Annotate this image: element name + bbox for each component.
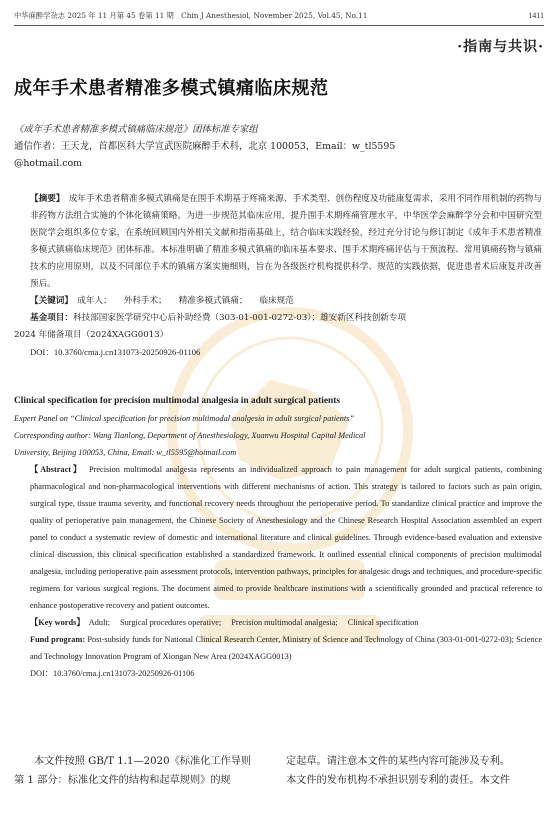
en-keyword: Surgical procedures operative (120, 618, 219, 627)
cn-keyword: 成年人 (77, 296, 104, 306)
cn-abstract (14, 191, 542, 293)
en-doi: DOI：10.3760/cma.j.cn131073-20250926-01106 (30, 669, 195, 678)
en-corresponding-text: Wang Tianlong, Department of Anesthesiology, Xuanwu Hospital Capital Medical (90, 431, 366, 440)
body-text-line: 第 1 部分：标准化文件的结构和起草规则》的规 (14, 775, 231, 786)
en-abstract (14, 461, 542, 614)
en-keyword: Adult (88, 618, 108, 627)
en-keyword: Clinical specification (347, 618, 419, 627)
en-abstract-block (14, 393, 542, 682)
en-keywords: 【Key words】 Adult; Surgical procedures operative; Precision multimodal analgesia; Clinical specification (30, 618, 419, 627)
cn-abstract-block (14, 191, 542, 361)
en-corresponding-continued: University, Beijing 100053, China, Email: w_tl5595@hotmail.com (14, 448, 237, 457)
corresponding-author-cn: 通信作者：王天龙，首都医科大学宣武医院麻醉手术科，北京 100053，Email：w_tl5595 (14, 141, 396, 152)
en-keywords-label: 【Key words】 (30, 618, 81, 627)
en-expert-panel: Expert Panel on “Clinical specification for precision multimodal analgesia in adult surgical patients” (14, 414, 354, 423)
en-fund-text: Post-subsidy funds for National Clinical Research Center, Ministry of Science and Technology of China (303-01-001-0272-03); Science and Technology Innovation Program of Xiongan New Area (2024XAGG0013) (30, 635, 543, 661)
en-fund-label: Fund program: (30, 635, 86, 644)
en-fund (14, 631, 542, 665)
cn-fund-continued: 2024 年储备项目（2024XAGG0013） (14, 330, 169, 340)
cn-keyword: 精准多模式镇痛 (178, 296, 239, 306)
header-rule (14, 25, 544, 26)
expert-group: 《成年手术患者精准多模式镇痛临床规范》团体标准专家组 (14, 124, 258, 135)
cn-fund-label: 基金项目： (30, 313, 73, 323)
cn-abstract-text: 成年手术患者精准多模式镇痛是在围手术期基于疼痛来源、手术类型、创伤程度及功能康复需求，采用不同作用机制的药物与非药物方法组合实施的个体化镇痛策略。为进一步规范其临床应用，提升围手术期疼痛管理水平，中华医学会麻醉学分会和中国研究型医院学会组织多位专家，在系统回顾国内外相关文献和指南基础上，结合临床实践经验，经过充分讨论与修订制定《成年手术患者精准多模式镇痛临床规范》团体标准。本标准明确了精准多模式镇痛的临床基本要求、围手术期疼痛评估与干预流程、常用镇痛药物与镇痛技术的应用原则，以及不同部位手术的镇痛方案实施细则，旨在为各级医疗机构提供科学、规范的实践依据，促进患者术后康复并改善预后。 (30, 194, 542, 289)
cn-doi: DOI：10.3760/cma.j.cn131073-20250926-01106 (30, 347, 201, 357)
en-abstract-text: Precision multimodal analgesia represents an individualized approach to pain management for adult surgical patients, combining pharmacological and non-pharmacological interventions with different mechanisms of action. This strategy is tailored to factors such as pain origin, surgical type, tissue trauma severity, and functional recovery needs throughout the perioperative period. To standardize clinical practice and improve the quality of perioperative pain management, the Chinese Society of Anesthesiology and the Chinese Research Hospital Association assembled an expert panel to conduct a systematic review of domestic and international literature and clinical guidelines. Through evidence-based evaluation and extensive clinical discussion, this clinical specification established a standardized framework. It outlined essential clinical components of precision multimodal analgesia, including perioperative pain assessment protocols, intervention pathways, principles for analgesic drugs and techniques, and procedure-specific regimens for various surgical regions. The document aimed to provide healthcare institutions with a scientifically grounded and practical reference to enhance postoperative recovery and patient outcomes. (30, 465, 542, 610)
en-abstract-label: 【Abstract】 (30, 465, 79, 474)
cn-author-block (14, 121, 542, 172)
cn-abstract-label: 【摘要】 (30, 194, 61, 204)
body-text-line: 本文件的发布机构不承担识别专利的责任。本文件 (286, 775, 511, 786)
page-number: 1411 (528, 11, 544, 20)
en-corresponding (14, 427, 542, 444)
article-title: 成年手术患者精准多模式镇痛临床规范 (14, 78, 329, 99)
body-column-right (286, 752, 544, 790)
body-column-left (14, 752, 272, 790)
en-corresponding-label: Corresponding author: (14, 431, 91, 440)
running-header (14, 9, 544, 23)
corresponding-email-cn: @hotmail.com (14, 158, 83, 169)
cn-keywords: 【关键词】 成年人； 外科手术； 精准多模式镇痛； 临床规范 (30, 296, 294, 306)
cn-keyword: 临床规范 (259, 296, 294, 306)
journal-citation: 中华麻醉学杂志 2025 年 11 月第 45 卷第 11 期 Chin J Anesthesiol, November 2025, Vol.45, No.11 (14, 11, 368, 20)
en-keyword: Precision multimodal analgesia (231, 618, 336, 627)
cn-fund-text: 科技部国家医学研究中心后补助经费（303-01-001-0272-03）；雄安新区科技创新专项 (72, 313, 407, 323)
cn-fund (14, 310, 542, 327)
body-text-line: 本文件按照 GB/T 1.1—2020《标准化工作导则 (34, 756, 252, 767)
cn-keywords-label: 【关键词】 (30, 296, 69, 306)
section-tag: ·指南与共识· (457, 39, 544, 55)
body-text-line: 定起草。请注意本文件的某些内容可能涉及专利。 (286, 756, 511, 767)
en-title: Clinical specification for precision multimodal analgesia in adult surgical patients (14, 396, 340, 406)
cn-keyword: 外科手术 (123, 296, 159, 306)
